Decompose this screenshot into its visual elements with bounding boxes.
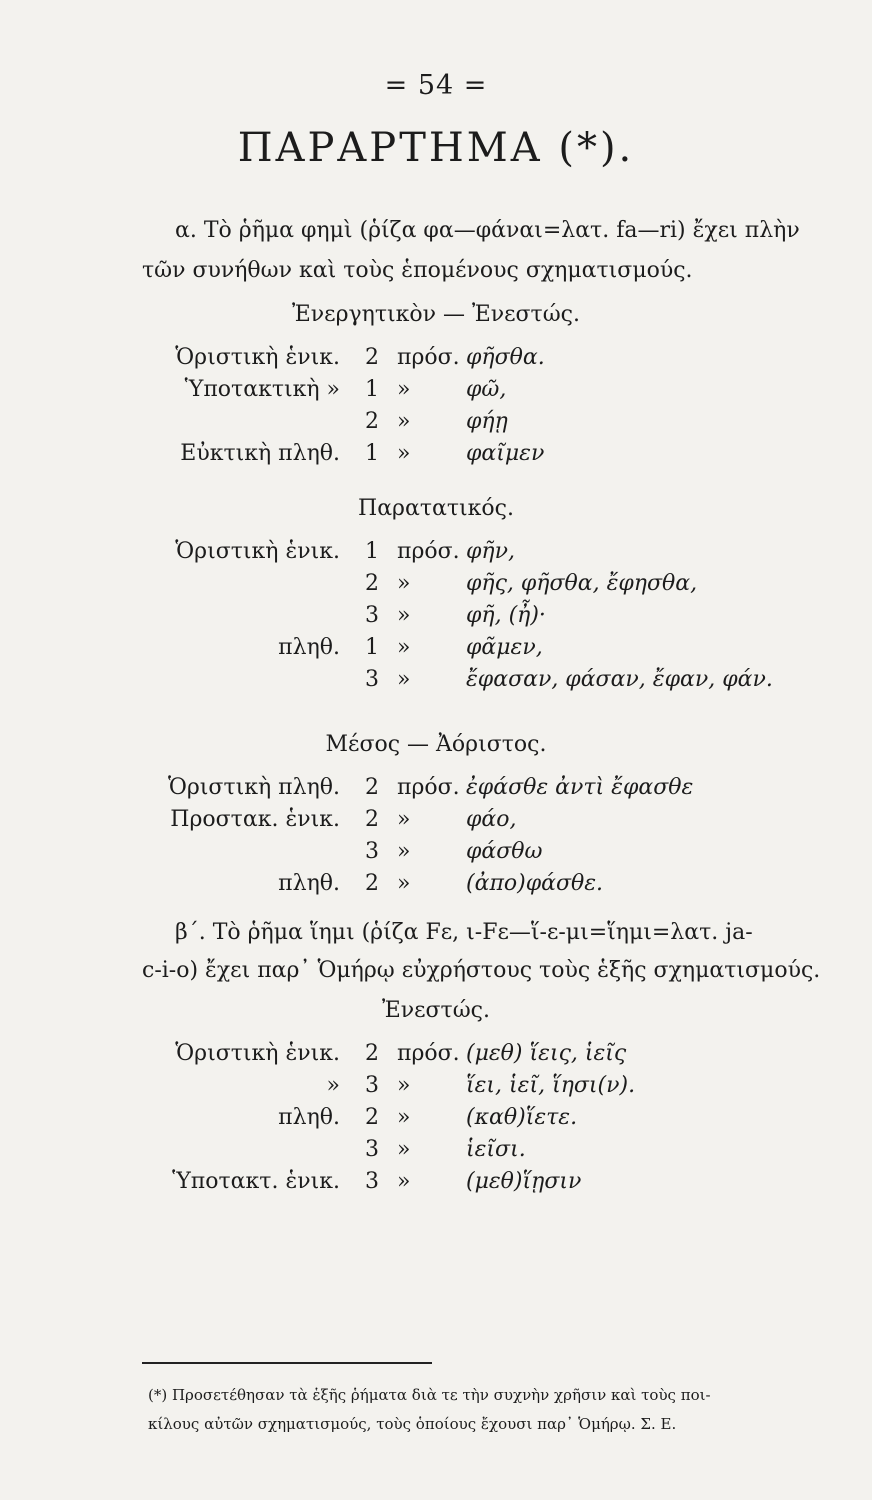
- verb-form: φάσθω: [466, 839, 543, 864]
- verb-form: φᾶμεν,: [466, 635, 543, 660]
- page-number: = 54 =: [384, 70, 488, 101]
- verb-form: ἐφάσθε ἀντὶ ἔφασθε: [466, 775, 694, 800]
- person-marker: »: [397, 409, 411, 434]
- person-number: 2: [365, 345, 379, 370]
- table-row: [0, 600, 872, 632]
- person-number: 3: [365, 667, 379, 692]
- person-number: 2: [365, 871, 379, 896]
- verb-form: φῆν,: [466, 539, 515, 564]
- person-number: 2: [365, 409, 379, 434]
- person-marker: »: [397, 1105, 411, 1130]
- person-marker: »: [397, 839, 411, 864]
- row-label: Ὁριστικὴ ἑνικ.: [175, 539, 340, 564]
- row-label: Ὁριστικὴ πληθ.: [167, 775, 340, 800]
- person-marker: »: [397, 1073, 411, 1098]
- person-number: 3: [365, 603, 379, 628]
- person-marker: »: [397, 1169, 411, 1194]
- person-number: 1: [365, 441, 379, 466]
- verb-form: φῆς, φῆσθα, ἔφησθα,: [466, 571, 698, 596]
- person-number: 1: [365, 539, 379, 564]
- intro-alpha-line-2: τῶν συνήθων καὶ τοὺς ἑπομένους σχηματισμούς.: [142, 258, 693, 283]
- person-marker: »: [397, 667, 411, 692]
- row-label: Ὑποτακτ. ἑνικ.: [172, 1169, 340, 1194]
- table-row: [0, 374, 872, 406]
- row-label: Προστακ. ἑνικ.: [170, 807, 340, 832]
- intro-beta-line-1: β΄. Τὸ ῥῆμα ἵημι (ῥίζα Fε, ι-Fε—ἵ-ε-μι=ἵημι=λατ. ja-: [175, 920, 753, 945]
- person-number: 3: [365, 839, 379, 864]
- person-marker: πρόσ.: [397, 345, 460, 370]
- person-number: 3: [365, 1073, 379, 1098]
- verb-form: (καθ)ἵετε.: [466, 1105, 578, 1130]
- person-number: 2: [365, 775, 379, 800]
- table-row: [0, 868, 872, 900]
- verb-form: φάο,: [466, 807, 517, 832]
- section-heading: Ἐνεστώς.: [382, 998, 490, 1023]
- verb-form: (μεθ)ἵῃσιν: [466, 1169, 582, 1194]
- person-marker: »: [397, 807, 411, 832]
- row-label: »: [326, 1073, 340, 1098]
- person-number: 3: [365, 1137, 379, 1162]
- section-heading: Ἐνεργητικὸν — Ἐνεστώς.: [292, 302, 580, 327]
- intro-beta-line-2: c-i-o) ἔχει παρ᾿ Ὁμήρῳ εὐχρήστους τοὺς ἑξῆς σχηματισμούς.: [142, 958, 821, 983]
- table-row: [0, 1038, 872, 1070]
- person-marker: πρόσ.: [397, 775, 460, 800]
- person-marker: »: [397, 635, 411, 660]
- footnote-divider: [142, 1362, 432, 1364]
- person-number: 2: [365, 807, 379, 832]
- row-label: Ὁριστικὴ ἑνικ.: [175, 1041, 340, 1066]
- person-marker: »: [397, 377, 411, 402]
- verb-form: φῶ,: [466, 377, 507, 402]
- table-row: [0, 632, 872, 664]
- table-row: [0, 1166, 872, 1198]
- person-marker: πρόσ.: [397, 539, 460, 564]
- person-marker: »: [397, 871, 411, 896]
- person-number: 2: [365, 1041, 379, 1066]
- person-marker: »: [397, 1137, 411, 1162]
- row-label: πληθ.: [278, 1105, 340, 1130]
- person-number: 3: [365, 1169, 379, 1194]
- person-marker: »: [397, 441, 411, 466]
- row-label: πληθ.: [278, 871, 340, 896]
- row-label: πληθ.: [278, 635, 340, 660]
- table-row: [0, 664, 872, 696]
- verb-form: φήῃ: [466, 409, 508, 434]
- row-label: Ὑποτακτικὴ »: [184, 377, 340, 402]
- table-row: [0, 1102, 872, 1134]
- row-label: Εὐκτικὴ πληθ.: [180, 441, 340, 466]
- table-row: [0, 772, 872, 804]
- table-row: [0, 568, 872, 600]
- section-heading: Μέσος — Ἀόριστος.: [325, 732, 547, 757]
- person-marker: »: [397, 603, 411, 628]
- person-marker: »: [397, 571, 411, 596]
- person-number: 2: [365, 1105, 379, 1130]
- person-marker: πρόσ.: [397, 1041, 460, 1066]
- verb-form: ἔφασαν, φάσαν, ἔφαν, φάν.: [466, 667, 773, 692]
- verb-form: φῆ, (ἦ)·: [466, 603, 546, 628]
- table-row: [0, 438, 872, 470]
- table-row: [0, 1134, 872, 1166]
- person-number: 1: [365, 377, 379, 402]
- verb-form: (ἀπο)φάσθε.: [466, 871, 604, 896]
- footnote-line-1: (*) Προσετέθησαν τὰ ἑξῆς ῥήματα διὰ τε τὴν συχνὴν χρῆσιν καὶ τοὺς ποι-: [148, 1386, 711, 1404]
- person-number: 1: [365, 635, 379, 660]
- table-row: [0, 836, 872, 868]
- table-row: [0, 536, 872, 568]
- row-label: Ὁριστικὴ ἑνικ.: [175, 345, 340, 370]
- section-heading: Παρατατικός.: [358, 496, 514, 521]
- verb-form: φαῖμεν: [466, 441, 545, 466]
- verb-form: ἱεῖσι.: [466, 1137, 526, 1162]
- table-row: [0, 406, 872, 438]
- verb-form: φῆσθα.: [466, 345, 545, 370]
- footnote-line-2: κίλους αὐτῶν σχηματισμούς, τοὺς ὁποίους ἔχουσι παρ᾿ Ὁμήρῳ. Σ. Ε.: [148, 1415, 677, 1433]
- verb-form: ἵει, ἱεῖ, ἵησι(ν).: [466, 1073, 636, 1098]
- table-row: [0, 1070, 872, 1102]
- person-number: 2: [365, 571, 379, 596]
- table-row: [0, 804, 872, 836]
- verb-form: (μεθ) ἵεις, ἱεῖς: [466, 1041, 627, 1066]
- table-row: [0, 342, 872, 374]
- intro-alpha-line-1: α. Τὸ ῥῆμα φημὶ (ῥίζα φα—φάναι=λατ. fa—ri) ἔχει πλὴν: [175, 218, 800, 243]
- page-title: ΠΑΡΑΡΤΗΜΑ (*).: [237, 125, 635, 171]
